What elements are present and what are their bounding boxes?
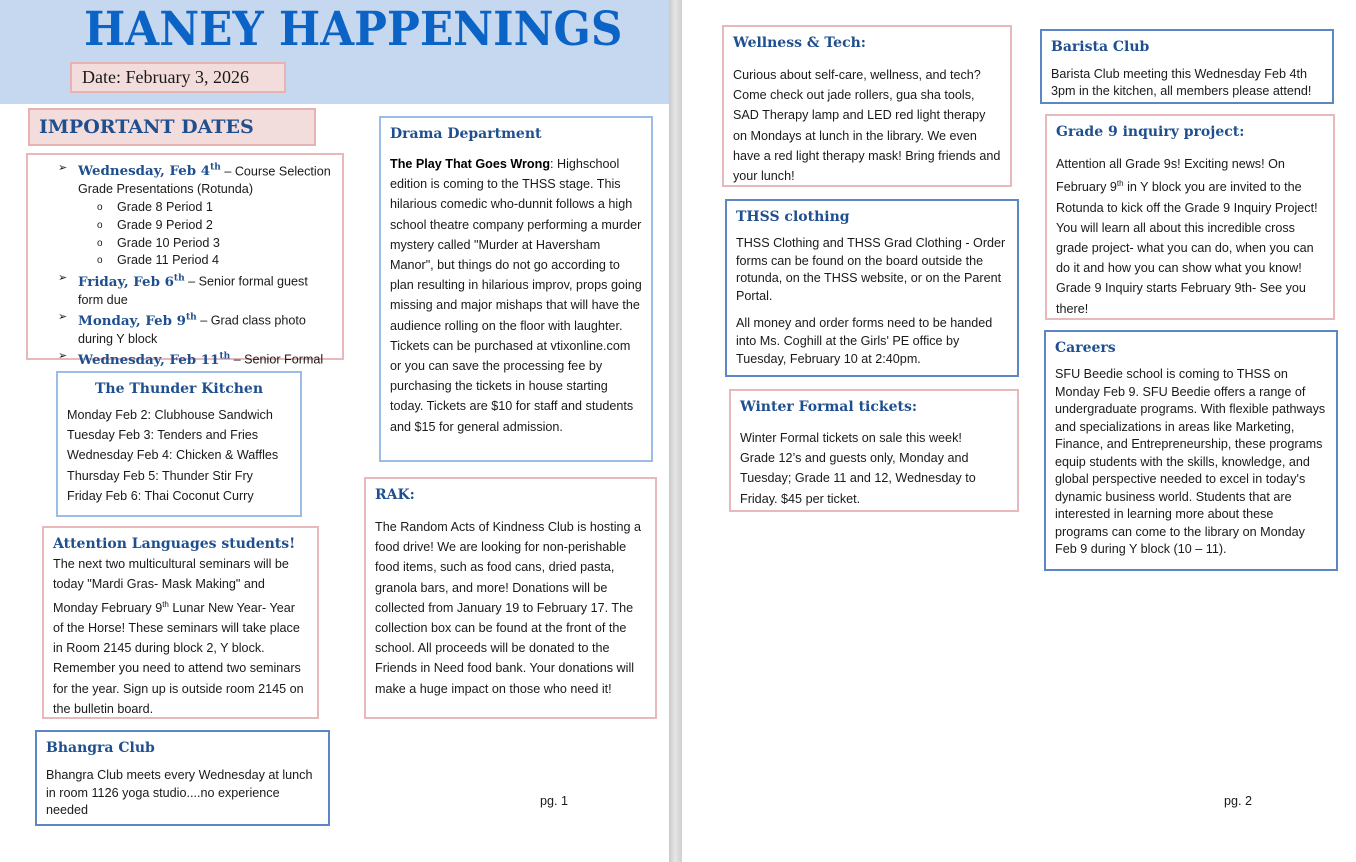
careers-title: Careers — [1055, 340, 1116, 356]
masthead — [0, 0, 669, 104]
drama-title: Drama Department — [390, 126, 542, 142]
wellness-text: Curious about self-care, wellness, and tech? Come check out jade rollers, gua sha tools, SAD Therapy lamp and LED red light therapy on Mondays at lunch in the library. We even have a red light therapy mask! Bring friends and your lunch! — [733, 68, 1001, 184]
date-label: Friday, Feb 6th — [78, 273, 185, 290]
clothing-text-1: THSS Clothing and THSS Grad Clothing - Order forms can be found on the board outside the rotunda, on the THSS website, or on the Parent Portal. — [736, 236, 1006, 303]
sub-item: o Grade 8 Period 1 — [28, 199, 334, 217]
winter-formal-text: Winter Formal tickets on sale this week! Grade 12’s and guests only, Monday and Tuesday; Grade 11 and 12, Wednesday to Friday. $45 per ticket. — [740, 431, 976, 506]
arrow-bullet-icon: ➢ — [58, 311, 68, 324]
languages-box — [42, 526, 319, 719]
rak-text: The Random Acts of Kindness Club is hosting a food drive! We are looking for non-perishable food items, such as food cans, dried pasta, granola bars, and more! Donations will be collected from January 19 to February 17. The collection box can be found at the front of the school. All proceeds will be donated to the Friends in Need food bank. Your donations will make a huge impact on those who need it! — [375, 520, 642, 696]
menu-item: Monday Feb 2: Clubhouse Sandwich — [67, 408, 273, 422]
arrow-bullet-icon: ➢ — [58, 350, 68, 363]
drama-text: The Play That Goes Wrong: Highschool edition is coming to the THSS stage. This hilarious comedic who-dunnit follows a high school theatre company performing a murder mystery called "Murder at Haversham Manor", but things do not go according to plan resulting in hilarious improv, props going missing and major mishaps that will have the audience rolling on the floor with laughter. Tickets can be purchased at vtixonline.com or you can save the processing fee by purchasing the tickets in house starting today. Tickets are $10 for staff and students and $15 for general admission. — [390, 157, 642, 434]
winter-formal-box — [729, 389, 1019, 512]
menu-item: Wednesday Feb 4: Chicken & Waffles — [67, 448, 279, 463]
date-label: Wednesday, Feb 11th — [78, 351, 231, 368]
careers-text: SFU Beedie school is coming to THSS on Monday Feb 9. SFU Beedie offers a range of undergraduate programs. With flexible pathways and specializations in areas like Marketing, Finance, and Entrepreneurship, these programs equip students with the skills, knowledge, and global perspective needed to excel in today's dynamic business world. Students that are interested in learning more about these programs can come to the library on Monday Feb 9 during Y block (10 – 11). — [1055, 367, 1326, 556]
kitchen-title: The Thunder Kitchen — [94, 381, 264, 397]
circle-bullet-icon: o — [97, 237, 103, 249]
rak-title: RAK: — [375, 487, 415, 503]
bhangra-box — [35, 730, 330, 826]
date-item: ➢ Friday, Feb 6th – Senior formal guest form due — [58, 272, 308, 307]
page-2 — [682, 0, 1356, 862]
date-item: ➢ Wednesday, Feb 11th – Senior Formal — [58, 350, 324, 368]
grade9-title: Grade 9 inquiry project: — [1056, 124, 1245, 140]
date-box: Date: February 3, 2026 — [70, 62, 286, 93]
newsletter-title: HANEY HAPPENINGS — [84, 2, 623, 57]
circle-bullet-icon: o — [97, 202, 103, 214]
thunder-kitchen-box — [56, 371, 302, 517]
page-number: pg. 1 — [540, 794, 569, 808]
wellness-title: Wellness & Tech: — [733, 35, 866, 51]
clothing-box — [725, 199, 1019, 377]
clothing-text-2: All money and order forms need to be handed into Ms. Coghill at the Girls' PE office by Tuesday, February 10 at 2:40pm. — [736, 316, 993, 366]
circle-bullet-icon: o — [97, 255, 103, 267]
page-number: pg. 2 — [1224, 794, 1253, 808]
date-label: Wednesday, Feb 4th — [78, 163, 221, 180]
date-label: Monday, Feb 9th — [78, 312, 197, 329]
bhangra-title: Bhangra Club — [46, 740, 155, 756]
important-dates-box — [26, 153, 344, 368]
bhangra-text: Bhangra Club meets every Wednesday at lunch in room 1126 yoga studio....no experience needed — [46, 768, 313, 817]
page-1 — [0, 0, 669, 862]
languages-title: Attention Languages students! — [53, 536, 296, 552]
menu-item: Friday Feb 6: Thai Coconut Curry — [67, 488, 254, 503]
menu-item: Thursday Feb 5: Thunder Stir Fry — [67, 468, 253, 483]
careers-box — [1044, 330, 1338, 571]
menu-item: Tuesday Feb 3: Tenders and Fries — [67, 428, 259, 443]
arrow-bullet-icon: ➢ — [58, 162, 68, 174]
play-title: The Play That Goes Wrong — [390, 157, 551, 171]
grade9-box — [1045, 114, 1335, 320]
sub-item: o Grade 11 Period 4 — [28, 252, 334, 270]
barista-box — [1040, 29, 1334, 104]
drama-box — [379, 116, 653, 462]
sub-item: o Grade 10 Period 3 — [28, 235, 334, 253]
arrow-bullet-icon: ➢ — [58, 272, 68, 285]
winter-formal-title: Winter Formal tickets: — [740, 399, 917, 415]
clothing-title: THSS clothing — [736, 209, 850, 225]
grade9-text: Attention all Grade 9s! Exciting news! On February 9th in Y block you are invited to the Rotunda to kick off the Grade 9 Inquiry Project! You will learn all about this incredible cross grade project- what you can do, when you can do it and how you can show what you know! Grade 9 Inquiry starts February 9th- See you there! — [1056, 157, 1318, 316]
sub-item: o Grade 9 Period 2 — [28, 217, 334, 235]
important-dates-title: IMPORTANT DATES — [28, 108, 316, 146]
wellness-box — [722, 25, 1012, 187]
rak-box — [364, 477, 657, 719]
barista-text: Barista Club meeting this Wednesday Feb 4th 3pm in the kitchen, all members please attend! — [1051, 67, 1312, 99]
page-gutter — [669, 0, 682, 862]
barista-title: Barista Club — [1051, 39, 1150, 55]
date-item: ➢ Wednesday, Feb 4th – Course Selection Grade Presentations (Rotunda) — [58, 162, 331, 197]
languages-text: Attention Languages students! The next two multicultural seminars will be today "Mardi Gras- Mask Making" and Monday February 9th Lunar New Year- Year of the Horse! These seminars will take place in Room 2145 during block 2, Y block. Remember you need to attend two seminars for the year. Sign up is outside room 2145 on the bulletin board. — [53, 536, 304, 716]
date-item: ➢ Monday, Feb 9th – Grad class photo during Y block — [58, 311, 306, 346]
circle-bullet-icon: o — [97, 219, 103, 231]
